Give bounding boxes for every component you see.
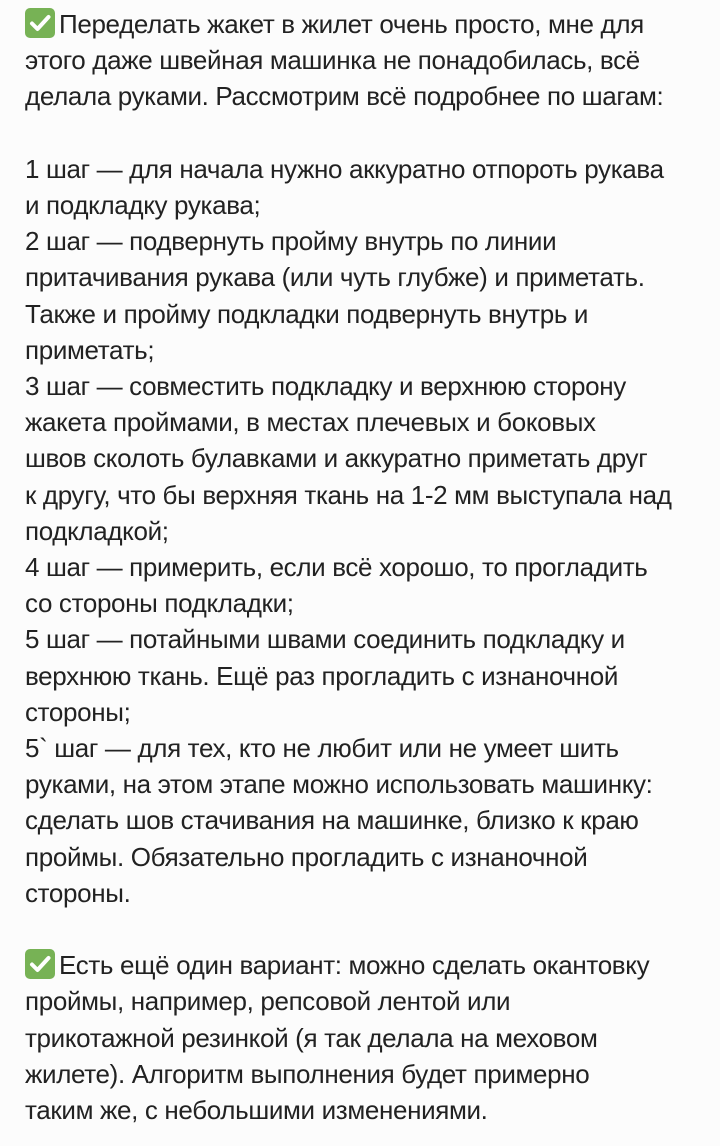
intro-line: Переделать жакет в жилет очень просто, мне для [25,6,700,42]
step-line: подкладкой; [25,515,169,546]
variant-line: жилете). Алгоритм выполнения будет примерно [25,1058,590,1089]
intro-paragraph [25,6,700,115]
step-line: проймы. Обязательно прогладить с изнаночной [25,841,588,872]
steps-list [25,151,700,911]
step-line: швов сколоть булавками и аккуратно приметать друг [25,443,648,474]
step-line: 5` шаг — для тех, кто не любит или не умеет шить [25,733,619,764]
step-line: 3 шаг — совместить подкладку и верхнюю сторону [25,371,626,402]
step-line: жакета проймами, в местах плечевых и боковых [25,407,596,438]
step-line: руками, на этом этапе можно использовать машинку: [25,769,653,800]
blank-line [25,911,700,947]
intro-line: делала руками. Рассмотрим всё подробнее по шагам: [25,81,664,112]
step-line: 4 шаг — примерить, если всё хорошо, то прогладить [25,552,648,583]
step-4 [25,549,700,621]
step-2 [25,223,700,368]
step-line: верхнюю ткань. Ещё раз прогладить с изнаночной [25,660,619,691]
step-line: к другу, что бы верхняя ткань на 1-2 мм выступала над [25,479,672,510]
step-line: 5 шаг — потайными швами соединить подкладку и [25,624,625,655]
variant-line: таким же, с небольшими изменениями. [25,1095,488,1126]
step-line: 2 шаг — подвернуть пройму внутрь по линии [25,226,557,257]
step-line: со стороны подкладки; [25,588,294,619]
step-5 [25,621,700,730]
step-line: и подкладку рукава; [25,190,261,220]
variant-line: Есть ещё один вариант: можно сделать окантовку [25,947,700,983]
step-line: притачивания рукава (или чуть глубже) и приметать. [25,262,645,293]
blank-line [25,115,700,151]
step-line: 1 шаг — для начала нужно аккуратно отпороть рукава [25,153,664,184]
check-mark-button-icon [25,949,55,979]
variant-line: проймы, например, репсовой лентой или [25,986,511,1017]
step-line: Также и пройму подкладки подвернуть внутрь и [25,298,589,329]
step-line: сделать шов стачивания на машинке, близко к краю [25,805,639,836]
step-line: приметать; [25,334,155,365]
step-line: стороны; [25,696,131,727]
step-line: стороны. [25,877,131,908]
step-3 [25,368,700,549]
check-mark-button-icon [25,8,55,38]
variant-line: трикотажной резинкой (я так делала на меховом [25,1022,598,1053]
step-1 [25,151,700,223]
intro-line: этого даже швейная машинка не понадобилась, всё [25,45,640,76]
step-5-alt [25,730,700,911]
variant-paragraph [25,947,700,1128]
